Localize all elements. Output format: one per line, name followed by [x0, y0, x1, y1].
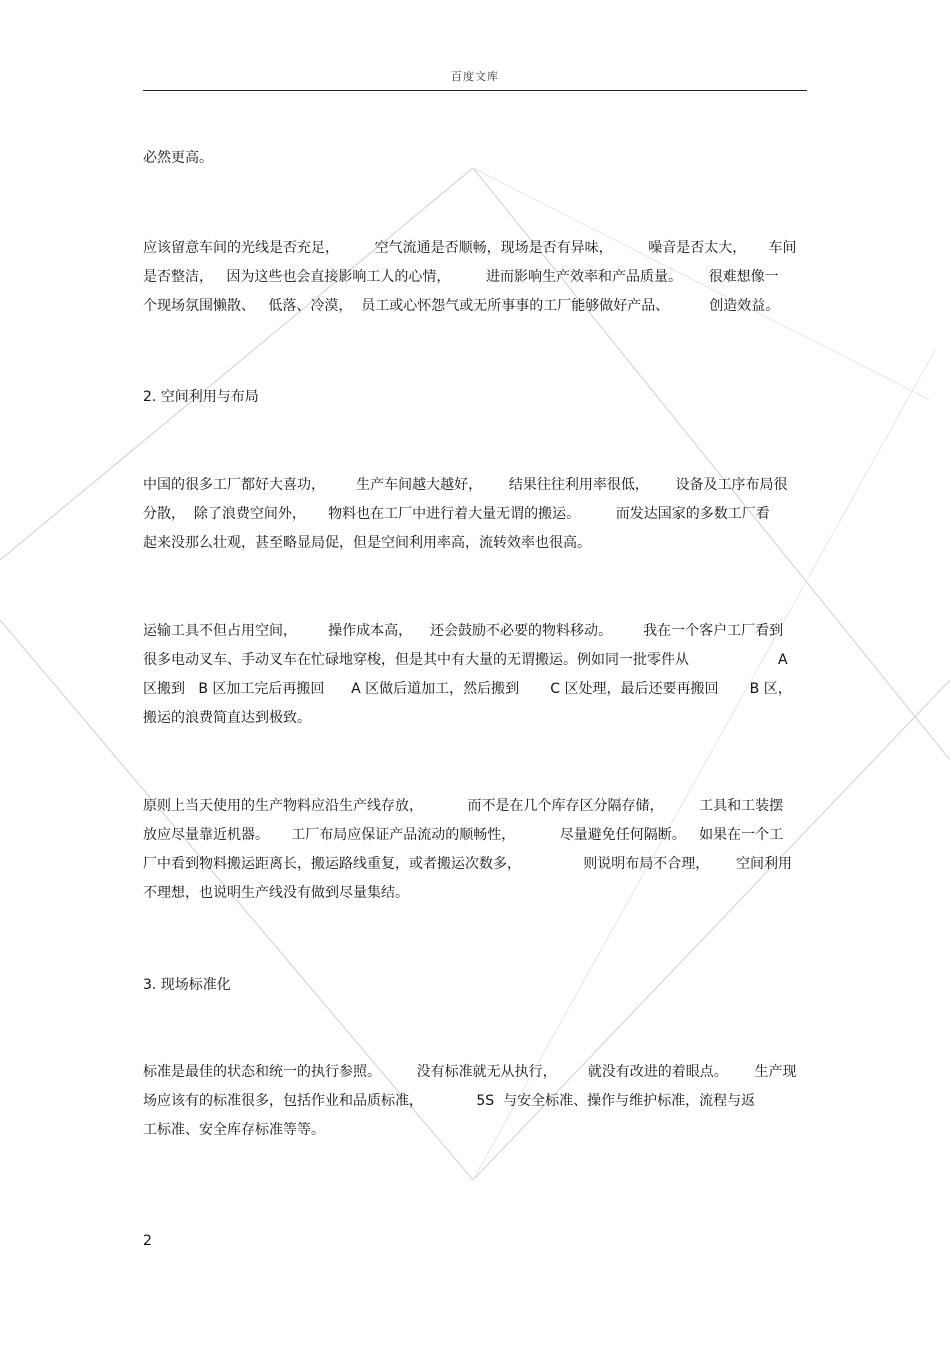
paragraph-line: 厂中看到物料搬运距离长，搬运路线重复，或者搬运次数多， 则说明布局不合理， 空间利用: [143, 856, 793, 872]
page-number: 2: [143, 1233, 152, 1249]
paragraph-line: 中国的很多工厂都好大喜功， 生产车间越大越好， 结果往往利用率很低， 设备及工序布局很: [143, 477, 788, 493]
paragraph-line: 必然更高。: [143, 150, 213, 166]
header-rule: [143, 90, 807, 91]
paragraph-line: 运输工具不但占用空间， 操作成本高， 还会鼓励不必要的物料移动。 我在一个客户工厂看到: [143, 623, 784, 639]
section-heading: 2. 空间利用与布局: [143, 389, 259, 405]
paragraph-line: 搬运的浪费简直达到极致。: [143, 710, 311, 726]
paragraph-line: 分散， 除了浪费空间外， 物料也在工厂中进行着大量无谓的搬运。 而发达国家的多数工厂看: [143, 506, 770, 522]
paragraph-line: 应该留意车间的光线是否充足， 空气流通是否顺畅，现场是否有异味， 噪音是否太大， 车间: [143, 240, 797, 256]
paragraph-line: 不理想，也说明生产线没有做到尽量集结。: [143, 885, 409, 901]
paragraph-line: 区搬到 B 区加工完后再搬回 A 区做后道加工，然后搬到 C 区处理，最后还要再搬回 B 区，: [143, 681, 792, 697]
paragraph-line: 很多电动叉车、手动叉车在忙碌地穿梭，但是其中有大量的无谓搬运。例如同一批零件从 A: [143, 652, 788, 668]
paragraph-line: 是否整洁， 因为这些也会直接影响工人的心情， 进而影响生产效率和产品质量。 很难想像一: [143, 269, 779, 285]
paragraph-line: 起来没那么壮观，甚至略显局促，但是空间利用率高，流转效率也很高。: [143, 535, 591, 551]
paragraph-line: 放应尽量靠近机器。 工厂布局应保证产品流动的顺畅性， 尽量避免任何隔断。 如果在一个工: [143, 827, 784, 843]
header-title: 百度文库: [451, 70, 499, 83]
paragraph-line: 工标准、安全库存标准等等。: [143, 1122, 325, 1138]
paragraph-line: 个现场氛围懒散、 低落、冷漠， 员工或心怀怨气或无所事事的工厂能够做好产品、 创造效益。: [143, 298, 780, 314]
paragraph-line: 原则上当天使用的生产物料应沿生产线存放， 而不是在几个库存区分隔存储， 工具和工装摆: [143, 798, 784, 814]
section-heading: 3. 现场标准化: [143, 977, 231, 993]
paragraph-line: 场应该有的标准很多，包括作业和品质标准， 5S 与安全标准、操作与维护标准，流程与返: [143, 1093, 756, 1109]
paragraph-line: 标准是最佳的状态和统一的执行参照。 没有标准就无从执行， 就没有改进的着眼点。 生产现: [143, 1064, 797, 1080]
